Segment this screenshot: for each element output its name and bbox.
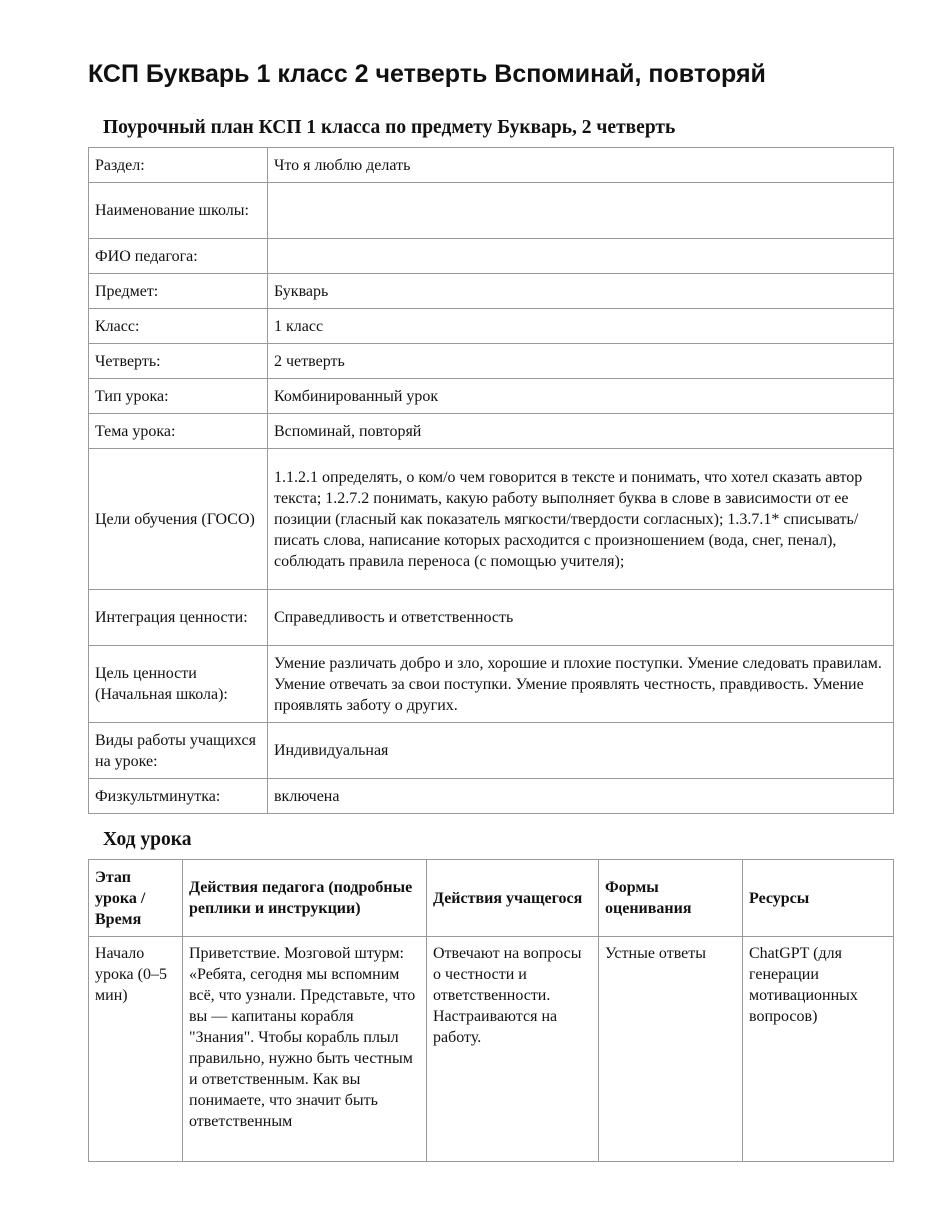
table-cell: Отвечают на вопросы о честности и ответственности. Настраиваются на работу. bbox=[427, 937, 599, 1162]
table-cell: ChatGPT (для генерации мотивационных вопросов) bbox=[743, 937, 894, 1162]
row-value: 1 класс bbox=[268, 309, 894, 344]
table-cell: Устные ответы bbox=[599, 937, 743, 1162]
row-value: Комбинированный урок bbox=[268, 379, 894, 414]
table-cell: Начало урока (0–5 мин) bbox=[89, 937, 183, 1162]
info-table bbox=[88, 147, 894, 814]
table-row bbox=[89, 646, 894, 723]
row-value: 2 четверть bbox=[268, 344, 894, 379]
table-row bbox=[89, 274, 894, 309]
row-label: Физкультминутка: bbox=[89, 779, 268, 814]
table-row bbox=[89, 148, 894, 183]
column-header: Ресурсы bbox=[743, 860, 894, 937]
table-cell: Приветствие. Мозговой штурм: «Ребята, сегодня мы вспомним всё, что узнали. Представьте, что вы — капитаны корабля "Знания". Чтобы корабль плыл правильно, нужно быть честным и ответственным. Как вы понимаете, что значит быть ответственным bbox=[183, 937, 427, 1162]
table-row bbox=[89, 239, 894, 274]
row-label: Предмет: bbox=[89, 274, 268, 309]
row-label: Цель ценности (Начальная школа): bbox=[89, 646, 268, 723]
table-row bbox=[89, 379, 894, 414]
table-row bbox=[89, 723, 894, 779]
row-label: Виды работы учащихся на уроке: bbox=[89, 723, 268, 779]
row-label: ФИО педагога: bbox=[89, 239, 268, 274]
column-header: Действия учащегося bbox=[427, 860, 599, 937]
table-header-row bbox=[89, 860, 894, 937]
row-label: Наименование школы: bbox=[89, 183, 268, 239]
section-title: Ход урока bbox=[103, 829, 192, 850]
row-value: включена bbox=[268, 779, 894, 814]
lesson-table bbox=[88, 859, 894, 1162]
plan-subtitle: Поурочный план КСП 1 класса по предмету Букварь, 2 четверть bbox=[103, 117, 676, 138]
row-value bbox=[268, 183, 894, 239]
row-value: 1.1.2.1 определять, о ком/о чем говорится в тексте и понимать, что хотел сказать автор текста; 1.2.7.2 понимать, какую работу выполняет буква в слове в зависимости от ее позиции (гласный как показатель мягкости/твердости согласных); 1.3.7.1* списывать/писать слова, написание которых расходится с произношением (вода, снег, пенал), соблюдать правила переноса (с помощью учителя); bbox=[268, 449, 894, 590]
row-value: Что я люблю делать bbox=[268, 148, 894, 183]
document-title: КСП Букварь 1 класс 2 четверть Вспоминай, повторяй bbox=[88, 60, 766, 88]
column-header: Этап урока / Время bbox=[89, 860, 183, 937]
row-label: Цели обучения (ГОСО) bbox=[89, 449, 268, 590]
table-row bbox=[89, 779, 894, 814]
column-header: Действия педагога (подробные реплики и инструкции) bbox=[183, 860, 427, 937]
row-label: Класс: bbox=[89, 309, 268, 344]
row-label: Интеграция ценности: bbox=[89, 590, 268, 646]
table-row bbox=[89, 183, 894, 239]
table-row bbox=[89, 414, 894, 449]
table-row bbox=[89, 937, 894, 1162]
row-value: Букварь bbox=[268, 274, 894, 309]
table-row bbox=[89, 344, 894, 379]
table-row bbox=[89, 309, 894, 344]
row-value bbox=[268, 239, 894, 274]
row-value: Умение различать добро и зло, хорошие и плохие поступки. Умение следовать правилам. Умение отвечать за свои поступки. Умение проявлять честность, правдивость. Умение проявлять заботу о других. bbox=[268, 646, 894, 723]
row-label: Четверть: bbox=[89, 344, 268, 379]
row-label: Тема урока: bbox=[89, 414, 268, 449]
row-label: Тип урока: bbox=[89, 379, 268, 414]
row-value: Вспоминай, повторяй bbox=[268, 414, 894, 449]
table-row bbox=[89, 590, 894, 646]
row-value: Справедливость и ответственность bbox=[268, 590, 894, 646]
column-header: Формы оценивания bbox=[599, 860, 743, 937]
table-row bbox=[89, 449, 894, 590]
row-label: Раздел: bbox=[89, 148, 268, 183]
row-value: Индивидуальная bbox=[268, 723, 894, 779]
